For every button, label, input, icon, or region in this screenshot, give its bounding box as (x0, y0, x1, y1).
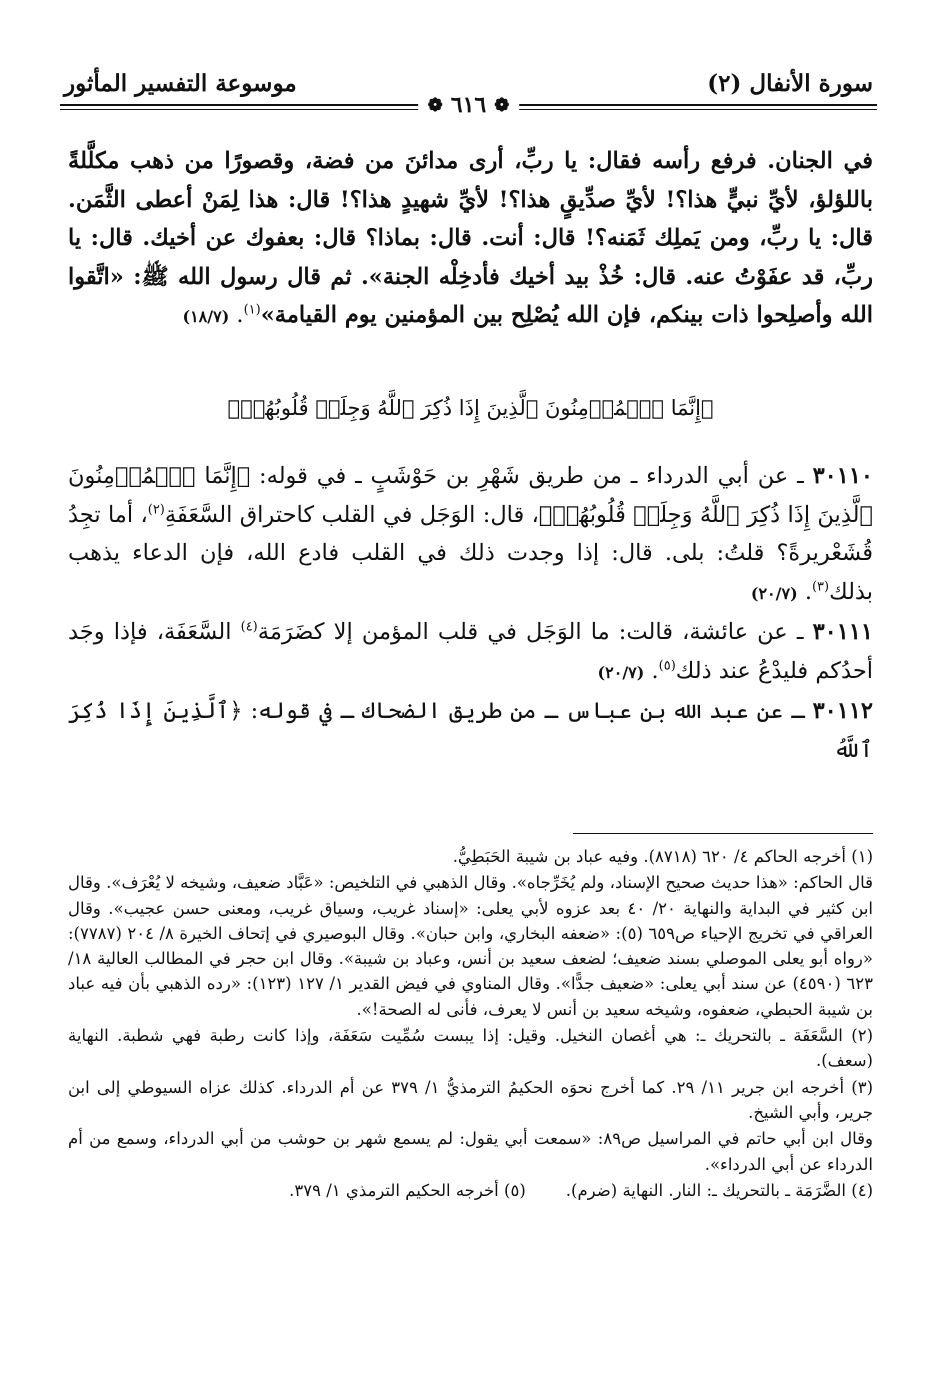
ornament-icon: ❁ (427, 94, 443, 116)
entry-tail: . (804, 578, 812, 605)
opening-tail: . (236, 302, 244, 328)
volume-reference: (٢٠/٧) (750, 583, 798, 603)
page-number-box (418, 92, 520, 118)
entry-tail: . (651, 657, 659, 684)
entry-number: ٣٠١١٠ (812, 463, 873, 489)
entry-text: ـ عن عائشة، قالت: ما الوَجَل في قلب المؤمن إلا كضَرَمَة (257, 619, 804, 645)
main-text (68, 142, 873, 769)
footnotes (68, 844, 873, 1204)
volume-reference: (٢٠/٧) (597, 662, 645, 682)
footnote-separator (573, 833, 873, 834)
footnote-marker: (٣) (811, 579, 830, 594)
footnote-3: (٣) أخرجه ابن جرير ١١/ ٢٩. كما أخرج نحوَه الحكيمُ الترمذيُّ ١/ ٣٧٩ عن أم الدرداء. كذلك عزاه السيوطي إلى ابن جرير، وأبي الشيخ. (68, 1077, 873, 1122)
footnote-5: (٥) أخرجه الحكيم الترمذي ١/ ٣٧٩. (289, 1180, 526, 1200)
entry-text: ـ عن أبي الدرداء ـ من طريق شَهْرِ بن حَوْشَبٍ ـ في قوله: ﴿إِنَّمَا ٱلۡمُؤۡمِنُونَ ٱلَّذِينَ إِذَا ذُكِرَ ٱللَّهُ وَجِلَتۡ قُلُوبُهُمۡ﴾، قال: الوَجَل في القلب كاحتراق السَّعَفَةِ (68, 463, 873, 528)
entry-30112 (68, 692, 873, 769)
footnote-1: (١) أخرجه الحاكم ٤/ ٦٢٠ (٨٧١٨). وفيه عباد بن شيبة الحَبَطِيُّ. (452, 847, 873, 866)
footnote-4: (٤) الضَّرَمَة ـ بالتحريك ـ: النار. النهاية (ضرم). (565, 1180, 873, 1200)
entry-text-cont: ، أما تجِدُ قُشَعْريرةً؟ قلتُ: بلى. قال: إذا وجدت ذلك في القلب فادع الله، فإن الدعاء يذهب بذلك (68, 501, 873, 605)
entry-text: ـ عن عبد الله بن عباس ـ من طريق الضحاك ـ في قوله: ﴿ٱلَّذِينَ إِذَا ذُكِرَ ٱللَّهُ (68, 698, 873, 763)
footnote-marker: (٤) (240, 619, 258, 635)
footnote-marker: (١) (243, 302, 261, 318)
page-header (60, 64, 877, 124)
opening-paragraph (68, 142, 873, 337)
quran-verse-heading: ﴿إِنَّمَا ٱلۡمُؤۡمِنُونَ ٱلَّذِينَ إِذَا ذُكِرَ ٱللَّهُ وَجِلَتۡ قُلُوبُهُمۡ﴾ (227, 395, 714, 420)
entry-text-cont: السَّعَفَة، فإذا وجَد أحدُكم فليدْعُ عند ذلك (68, 619, 873, 684)
page-number: ٦١٦ (450, 92, 487, 118)
footnote-2: (٢) السَّعَفَة ـ بالتحريك ـ: هي أغصان النخيل. وقيل: إذا يبست سُمِّيت سَعَفَة، وإذا كانت رطبة فهي شطبة. النهاية (سعف). (68, 1026, 873, 1071)
footnote-3-detail: وقال ابن أبي حاتم في المراسيل ص٨٩: «سمعت أبي يقول: لم يسمع شهر بن حوشب من أبي الدرداء، وسمع من أم الدرداء عن أبي الدرداء». (68, 1129, 873, 1174)
footnote-4-5 (68, 1178, 873, 1203)
entry-30111 (68, 613, 873, 692)
volume-reference: (١٨/٧) (182, 307, 230, 326)
book-title: موسوعة التفسير المأثور (64, 70, 297, 97)
entry-number: ٣٠١١١ (812, 619, 873, 645)
footnote-marker: (٢) (147, 502, 165, 517)
entry-number: ٣٠١١٢ (812, 698, 874, 724)
footnote-1-detail: قال الحاكم: «هذا حديث صحيح الإسناد، ولم يُخَرِّجاه». وقال الذهبي في التلخيص: «عَبَّاد ضعيف، وشيخه لا يُعْرَف». وقال ابن كثير في البداية والنهاية ٢٠/ ٤٠ بعد عزوه لأبي يعلى: «إسناد غريب، وسياق غريب، ومعنى حسن عجيب». وقال العراقي في تخريج الإحياء ص٦٥٩ (٥): «ضعفه البخاري، وابن حبان». وقال البوصيري في إتحاف الخيرة ٨/ ٢٠٤ (٧٧٨٧): «رواه أبو يعلى الموصلي بسند ضعيف؛ لضعف سعيد بن أنس، وعباد بن شيبة». وقال ابن حجر في المطالب العالية ١٨/ ٦٢٣ (٤٥٩٠) عن سند أبي يعلى: «ضعيف جدًّا». وقال المناوي في فيض القدير ١/ ١٢٧ (١٢٣): «رده الذهبي بأن فيه عباد بن شيبة الحبطي، ضعفوه، وشيخه سعيد بن أنس لا يعرف، فأنى له الصحة!». (68, 873, 874, 1019)
opening-text: في الجنان. فرفع رأسه فقال: يا ربِّ، أرى مدائنَ من فضة، وقصورًا من ذهب مكلَّلةً باللؤلؤ، لأيِّ نبيٍّ هذا؟! لأيِّ صدِّيقٍ هذا؟! لأيِّ شهيدٍ هذا؟! قال: هذا لِمَنْ أعطى الثَّمَن. قال: يا ربِّ، ومن يَملِك ثَمَنه؟! قال: أنت. قال: بماذا؟ قال: بعفوك عن أخيك. قال: يا ربِّ، قد عفَوْتُ عنه. قال: خُذْ بيد أخيك فأدخِلْه الجنة». ثم قال رسول الله ﷺ: «اتَّقوا الله وأصلِحوا ذات بينكم، فإن الله يُصْلِح بين المؤمنين يوم القيامة» (68, 148, 873, 328)
entry-30110 (68, 457, 873, 613)
footnote-marker: (٥) (658, 658, 676, 673)
ornament-icon: ❁ (494, 94, 510, 116)
surah-title: سورة الأنفال (٢) (707, 70, 873, 97)
